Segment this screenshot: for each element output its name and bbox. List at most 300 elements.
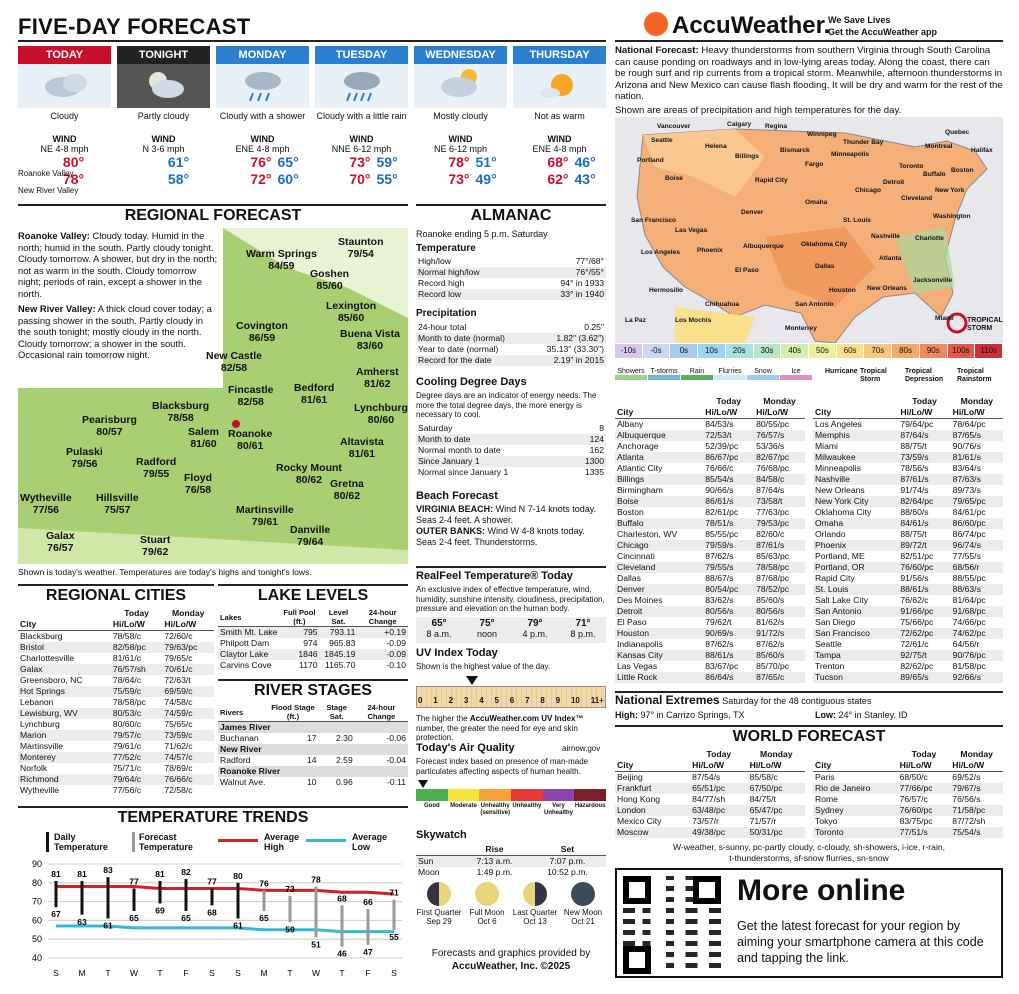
forecast-cell: 73/59/s: [898, 452, 950, 463]
low-label: 67: [51, 909, 61, 920]
extremes-subtitle: Saturday for the 48 contiguous states: [719, 696, 872, 706]
day-condition: Mostly cloudy: [433, 111, 488, 121]
city-name: Boise: [615, 496, 703, 507]
row-label: Month to date: [416, 434, 569, 445]
forecast-cell: 71/62/c: [164, 741, 193, 751]
low-label: 59: [285, 924, 295, 935]
us-map: [615, 117, 1003, 343]
x-tick-label: S: [391, 968, 397, 978]
table-row: [218, 627, 408, 639]
city-temp: 79/61: [251, 516, 279, 528]
cell: 17: [267, 733, 318, 744]
forecast-cell: 67/50/pc: [748, 783, 805, 794]
row-label: 24-hour total: [418, 322, 467, 332]
qr-finder-icon: [693, 876, 721, 904]
x-tick-label: S: [53, 968, 59, 978]
forecast-cell: 89/73/s: [952, 485, 981, 495]
forecast-cell: 85/60/s: [754, 650, 805, 661]
day-forecast-wednesday: [414, 46, 507, 196]
cell: -0.09: [357, 649, 408, 660]
table-row: [813, 540, 1003, 551]
map-city: Miami: [935, 315, 954, 322]
day-wind: NE 6-12 mph: [433, 144, 488, 154]
city-name: Albany: [617, 419, 644, 429]
beach-text: [416, 504, 606, 548]
map-city: Portland: [637, 157, 664, 164]
avg-low-swatch-icon: [306, 839, 346, 842]
partly-cloudy-night-icon: [132, 65, 196, 107]
city-name: Altavista: [340, 436, 384, 448]
table-row: [416, 267, 606, 278]
forecast-cell: 72/62/pc: [898, 628, 950, 639]
aq-band: [479, 789, 511, 801]
regional-city: [228, 384, 274, 408]
legend-avg-low: Average Low: [352, 832, 388, 852]
map-city: Vancouver: [657, 123, 691, 130]
uv-text-b: AccuWeather.com UV Index™: [469, 714, 584, 723]
low-label: 55: [389, 931, 399, 942]
row-value: 2.19" in 2015: [530, 355, 606, 366]
day-header: Today: [912, 396, 937, 406]
high-label: 81: [77, 868, 87, 879]
table-row: [813, 661, 1003, 672]
low-label: 61: [233, 920, 243, 931]
forecast-cell: 80/54/pc: [703, 584, 754, 595]
map-city: Helena: [705, 143, 727, 150]
x-tick-label: T: [339, 968, 345, 978]
table-row: [18, 785, 214, 796]
air-quality-heading: Today's Air Quality: [416, 742, 515, 754]
map-city: Houston: [829, 287, 856, 294]
beach-outer-banks-label: OUTER BANKS:: [416, 526, 485, 536]
river-name-row: [218, 744, 408, 755]
beach-virginia-text: Wind N 7-14 knots today. Seas 2-4 feet. A shower.: [416, 504, 597, 525]
uv-numbers: [416, 696, 606, 705]
city-name: Buena Vista: [340, 328, 400, 340]
forecast-cell: 52/39/pc: [705, 441, 739, 451]
city-name: Martinsville: [236, 504, 294, 516]
forecast-cell: 71/57/r: [749, 816, 777, 826]
city-name: San Francisco: [813, 628, 898, 639]
table-row: [813, 650, 1003, 661]
regional-city: [184, 472, 212, 496]
col-header: Stage Sat.: [319, 703, 355, 722]
city-name: Anchorage: [617, 441, 659, 451]
city-name: Las Vegas: [617, 661, 658, 671]
city-name: Atlanta: [615, 452, 703, 463]
city-temp: 80/61: [237, 440, 264, 452]
map-city: Thunder Bay: [843, 139, 884, 146]
city-name: Tampa: [813, 650, 898, 661]
city-name: Paris: [815, 772, 835, 782]
cell: 14: [267, 755, 318, 766]
forecast-cell: 87/54/s: [692, 772, 721, 782]
map-city: Oklahoma City: [801, 241, 848, 248]
table-row: [615, 441, 805, 452]
forecast-cell: 81/58/pc: [952, 661, 986, 671]
realfeel-temp: 71°: [575, 618, 591, 629]
forecast-cell: 70/61/c: [162, 664, 214, 675]
day-sky: [315, 64, 408, 108]
map-city: La Paz: [625, 317, 646, 324]
aq-band: [416, 789, 448, 801]
precip-type: Showers: [615, 368, 647, 380]
temperature-legend: [615, 344, 1003, 358]
storm-symbol: Tropical Depression: [905, 368, 944, 383]
table-row: [615, 672, 805, 683]
legend-band: 80s: [892, 344, 920, 358]
legend-band: -10s: [615, 344, 643, 358]
table-row: [18, 763, 214, 774]
legend-avg-high: Average High: [264, 832, 300, 852]
moon-phase-date: Oct 21: [571, 917, 595, 926]
city-name: St. Louis: [813, 584, 898, 595]
aq-label: Good: [424, 803, 440, 809]
table-row: [813, 606, 1003, 617]
national-label: National Forecast:: [615, 45, 699, 56]
more-online-text: Get the latest forecast for your region by aiming your smartphone camera at this code and tapping the link.: [737, 919, 984, 965]
forecast-cell: 87/65/c: [754, 672, 805, 683]
aq-marker-icon: [418, 780, 428, 788]
table-row: [813, 452, 1003, 463]
table-row: [615, 452, 805, 463]
regional-caption: Shown is today's weather. Temperatures are today's highs and tonight's lows.: [18, 567, 312, 577]
forecast-cell: 71/58/pc: [950, 805, 1003, 816]
air-quality-source: airnow.gov: [562, 744, 601, 753]
table-row: [18, 752, 214, 763]
table-row: [615, 573, 805, 584]
city-temp: 75/57: [104, 504, 131, 516]
divider: [416, 566, 606, 568]
cell: Smith Mt. Lake: [220, 627, 278, 637]
city-name: Kansas City: [615, 650, 703, 661]
forecast-cell: 74/62/pc: [951, 628, 1003, 639]
table-header: [416, 844, 606, 856]
forecast-cell: 78/58/c: [112, 631, 142, 641]
table-row: [813, 639, 1003, 650]
legend-daily: Daily Temperature: [54, 832, 108, 852]
forecast-cell: 80/60/c: [112, 719, 142, 729]
row-value: 94° in 1933: [560, 278, 604, 288]
cell: 2.59: [319, 755, 355, 766]
col-header: Full Pool (ft.): [279, 608, 319, 627]
table-row: [18, 730, 214, 741]
city-name: Albuquerque: [615, 430, 703, 441]
high-label: 77: [207, 876, 217, 887]
map-city: Las Vegas: [675, 227, 708, 234]
table-row: [615, 783, 805, 794]
city-temp: 79/54: [347, 248, 374, 260]
forecast-cell: 69/52/s: [952, 772, 981, 782]
table-row: [615, 540, 805, 551]
precip-type: Snow: [747, 368, 779, 380]
roanoke-high: 80°: [62, 154, 85, 170]
x-tick-label: W: [129, 968, 139, 978]
regional-city: [140, 534, 170, 558]
forecast-cell: 72/63/t: [164, 675, 191, 685]
table-row: [416, 355, 606, 366]
map-city: Chihuahua: [705, 301, 740, 308]
table-row: [813, 507, 1003, 518]
low-label: 51: [311, 939, 321, 950]
national-text: Heavy thunderstorms from southern Virginia through South Carolina can cause ponding on roadways and in low-lying areas today. Along the coast, there can be rough surf and rip currents from a tropical storm. Meanwhile, afternoon thunderstorms in Arizona and New Mexico can cause flash flooding. It will be dry and warm for the rest of the nation.: [615, 45, 1003, 102]
table-row: [813, 441, 1003, 452]
regional-city: [188, 426, 219, 450]
realfeel-text: An exclusive index of effective temperature, wind, humidity, sunshine intensity, cloudiness, precipitation, pressure and elevation on the human body.: [416, 585, 605, 613]
map-city: Atlanta: [879, 255, 902, 262]
regional-city: [96, 492, 139, 516]
forecast-cell: 76/56/s: [952, 794, 981, 804]
city-name: Trenton: [815, 661, 845, 671]
air-quality-bar: [416, 789, 606, 801]
city-name: Portland, ME: [815, 551, 865, 561]
row-value: 8: [599, 423, 604, 433]
day-name: TONIGHT: [117, 46, 210, 64]
forecast-cell: 73/59/c: [162, 730, 214, 741]
city-name: Fincastle: [228, 384, 274, 396]
cell: -0.04: [355, 755, 408, 766]
regional-city: [236, 504, 294, 528]
new-river-temps: [315, 171, 408, 188]
city-temp: 77/56: [32, 504, 60, 516]
forecast-cell: 88/61/s: [703, 650, 754, 661]
forecast-cell: 82/60/c: [756, 529, 785, 539]
forecast-cell: 78/58/pc: [112, 697, 146, 707]
row-value: 77°/68°: [575, 256, 604, 266]
forecast-cell: 75/66/pc: [900, 617, 934, 627]
river-stages-title: RIVER STAGES: [218, 679, 408, 700]
forecast-cell: 82/67/pc: [754, 452, 805, 463]
city-temp: 79/64: [297, 536, 324, 548]
legend-band: 90s: [920, 344, 948, 358]
uv-text-a: The higher the: [416, 714, 470, 723]
table-row: [813, 518, 1003, 529]
forecast-cell: 78/52/pc: [754, 584, 805, 595]
wind-label: WIND: [349, 134, 374, 144]
new-river-high: 70°: [349, 171, 371, 187]
forecast-cell: 77/52/c: [111, 752, 163, 763]
uv-number: 2: [448, 696, 454, 705]
forecast-cell: 78/64/pc: [952, 419, 986, 429]
five-day-title: FIVE-DAY FORECAST: [18, 14, 251, 39]
row-value: 1300: [569, 456, 606, 467]
aq-label: Very Unhealthy: [544, 803, 574, 816]
realfeel-item: [464, 617, 510, 643]
map-city: Nashville: [871, 233, 900, 240]
city-name: Little Rock: [615, 672, 703, 683]
city-temp: 82/58: [220, 362, 248, 374]
low-label: 46: [337, 948, 347, 959]
city-name: Galax: [46, 530, 75, 542]
forecast-cell: 85/55/pc: [705, 529, 739, 539]
avg-high-swatch-icon: [218, 839, 258, 842]
map-city: Denver: [741, 209, 764, 216]
table-header: [615, 396, 805, 407]
forecast-cell: 75/71/c: [112, 763, 142, 773]
map-city: New Orleans: [867, 285, 907, 292]
mostly-cloudy-icon: [429, 65, 493, 107]
table-row: [813, 827, 1003, 838]
city-name: Seattle: [815, 639, 842, 649]
realfeel-time: noon: [476, 629, 498, 639]
table-row: [615, 529, 805, 540]
regional-city: [46, 530, 75, 554]
col-header: Lakes: [218, 608, 279, 627]
table-row: [615, 551, 805, 562]
forecast-cell: 68/56/r: [951, 562, 1003, 573]
city-name: Des Moines: [617, 595, 663, 605]
forecast-cell: 69/59/c: [162, 686, 214, 697]
world-left: [615, 749, 805, 838]
table-row: [813, 485, 1003, 496]
cdd-text: Degree days are an indicator of energy needs. The more the total degree days, the more energy is necessary to cool.: [416, 391, 597, 419]
row-label-new-river: New River Valley: [18, 186, 79, 195]
forecast-cell: 76/66/c: [705, 463, 734, 473]
high-label: 73: [285, 883, 295, 894]
city-name: Charleston, WV: [617, 529, 678, 539]
forecast-cell: 78/64/c: [112, 675, 142, 685]
y-tick-label: 60: [31, 915, 42, 926]
header-blank: [18, 608, 111, 619]
forecast-cell: 87/63/s: [951, 474, 1003, 485]
row-label: Normal high/low: [416, 267, 526, 278]
aq-label: Moderate: [450, 803, 477, 809]
almanac-precip-table: [416, 322, 606, 366]
cell: +0.19: [357, 627, 408, 639]
city-name: Floyd: [184, 472, 212, 484]
city-name: Atlantic City: [617, 463, 663, 473]
city-temp: 78/58: [167, 412, 194, 424]
skywatch-table: [416, 844, 606, 878]
city-name: Galax: [18, 664, 111, 675]
nrv-block: [18, 303, 218, 361]
table-row: [813, 816, 1003, 827]
col-header: Set: [529, 844, 606, 856]
y-tick-label: 70: [31, 896, 42, 907]
cell: 1:49 p.m.: [476, 867, 513, 877]
map-city: Monterrey: [785, 325, 817, 332]
cell: 1165.70: [324, 660, 356, 670]
x-tick-label: M: [260, 968, 268, 978]
table-row: [416, 456, 606, 467]
map-city: Hermosillo: [649, 287, 684, 294]
table-row: [813, 529, 1003, 540]
forecast-cell: 77/63/pc: [756, 507, 790, 517]
roanoke-high: 73°: [349, 154, 371, 170]
forecast-cell: 91/68/pc: [951, 606, 1003, 617]
table-header: [218, 608, 408, 627]
row-label: Record high: [418, 278, 465, 288]
hilo-header: Hi/Lo/W: [748, 760, 805, 772]
regional-city: [66, 446, 103, 470]
river-name: Roanoke River: [218, 766, 408, 777]
city-temp: 83/60: [356, 340, 384, 352]
moon-icon: [523, 882, 547, 906]
forecast-cell: 90/76/pc: [951, 650, 1003, 661]
city-temp: 86/59: [248, 332, 276, 344]
table-row: [615, 794, 805, 805]
uv-number: 5: [494, 696, 499, 705]
forecast-cell: 75/65/c: [164, 719, 193, 729]
city-name: Stuart: [140, 534, 171, 546]
city-name: Tokyo: [815, 816, 838, 826]
forecast-cell: 88/75/t: [900, 441, 927, 451]
map-city: San Antonio: [795, 301, 834, 308]
city-name: Rome: [815, 794, 838, 804]
day-sky: [117, 64, 210, 108]
row-value: 35.13" (33.30"): [546, 344, 604, 354]
new-river-high: 62°: [547, 171, 569, 187]
city-name: Miami: [815, 441, 838, 451]
city-name: Nashville: [813, 474, 898, 485]
legend-band: 20s: [726, 344, 754, 358]
day-header: Monday: [760, 749, 793, 759]
roanoke-temps: [414, 154, 507, 171]
table-row: [416, 434, 606, 445]
realfeel-temp: 79°: [527, 618, 543, 629]
table-row: [813, 551, 1003, 562]
legend-forecast: Forecast Temperature: [139, 832, 193, 852]
table-row: [813, 772, 1003, 784]
uv-number: 8: [540, 696, 545, 705]
cell: Carvins Cove: [220, 660, 272, 670]
table-row: [416, 856, 606, 868]
table-row: [615, 772, 805, 784]
regional-city: [326, 300, 376, 324]
city-name: Monterey: [18, 752, 111, 763]
city-name: Denver: [615, 584, 703, 595]
almanac-temp-heading: Temperature: [416, 243, 476, 254]
forecast-cell: 76/60/pc: [898, 805, 951, 816]
city-temp: 80/62: [333, 490, 361, 502]
forecast-cell: 65/51/pc: [690, 783, 747, 794]
aq-label: Hazardous: [574, 803, 606, 809]
map-city: Los Mochis: [675, 317, 712, 324]
city-name: Buffalo: [615, 518, 703, 529]
map-city: Washington: [933, 213, 971, 220]
new-river-low: 43°: [574, 171, 596, 187]
forecast-cell: 80/56/s: [754, 606, 805, 617]
table-header: [218, 703, 408, 722]
day-wind: ENE 4-8 mph: [532, 144, 587, 154]
storm-label: TROPICAL STORM: [967, 317, 1003, 332]
roanoke-low: 59°: [376, 154, 398, 170]
forecast-cell: 76/68/pc: [756, 463, 790, 473]
divider: [18, 40, 606, 42]
realfeel-item: [416, 617, 462, 643]
realfeel-temp: 65°: [431, 618, 447, 629]
forecast-cell: 91/56/s: [900, 573, 929, 583]
temperature-trends-title: TEMPERATURE TRENDS: [18, 806, 408, 827]
forecast-cell: 78/56/s: [900, 463, 929, 473]
map-city: Charlotte: [915, 235, 944, 242]
cell: Walnut Ave.: [220, 777, 266, 787]
table-row: [416, 467, 606, 478]
beach-heading: Beach Forecast: [416, 490, 498, 502]
high-label: 83: [103, 865, 113, 876]
forecast-cell: 86/64/s: [703, 672, 754, 683]
day-header: Today: [124, 608, 149, 618]
forecast-cell: 81/62/s: [756, 617, 785, 627]
header-blank: [813, 396, 898, 407]
x-tick-label: S: [235, 968, 241, 978]
regional-city: [228, 428, 272, 452]
cell: 0.96: [319, 777, 355, 788]
new-river-low: 60°: [277, 171, 299, 187]
beach-outer-banks: [416, 526, 606, 548]
city-name: New York City: [813, 496, 898, 507]
legend-band: 50s: [809, 344, 837, 358]
